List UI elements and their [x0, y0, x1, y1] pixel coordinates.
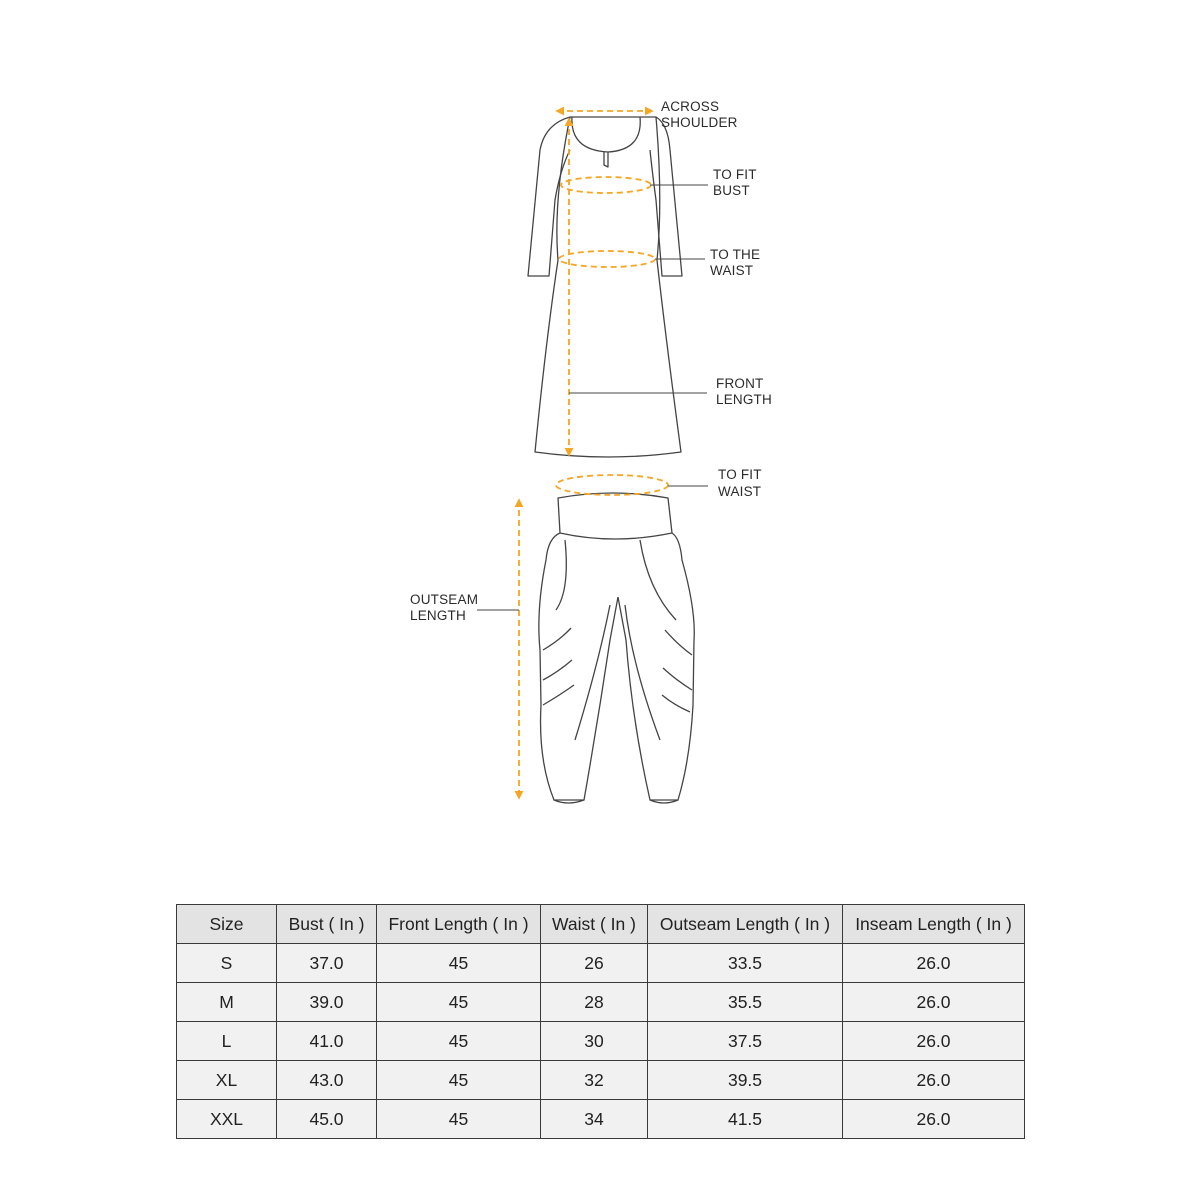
label-front-length: FRONT LENGTH [716, 376, 772, 407]
table-header-row [177, 905, 1025, 944]
cell-size: L [177, 1022, 277, 1061]
table-row [177, 944, 1025, 983]
cell-bust: 45.0 [277, 1100, 377, 1139]
cell-outseam-length: 37.5 [648, 1022, 843, 1061]
cell-front-length: 45 [377, 1061, 541, 1100]
label-to-fit-waist: TO FIT WAIST [718, 467, 762, 499]
header-front-length: Front Length ( In ) [377, 905, 541, 944]
cell-front-length: 45 [377, 1022, 541, 1061]
kurta-outline [528, 117, 682, 457]
cell-inseam-length: 26.0 [843, 1061, 1025, 1100]
cell-size: XXL [177, 1100, 277, 1139]
cell-size: M [177, 983, 277, 1022]
header-inseam-length: Inseam Length ( In ) [843, 905, 1025, 944]
cell-bust: 41.0 [277, 1022, 377, 1061]
table-row [177, 1022, 1025, 1061]
label-to-the-waist: TO THE WAIST [710, 247, 761, 278]
header-bust: Bust ( In ) [277, 905, 377, 944]
header-size: Size [177, 905, 277, 944]
label-across-shoulder: ACROSS SHOULDER [661, 99, 738, 130]
cell-outseam-length: 41.5 [648, 1100, 843, 1139]
header-outseam-length: Outseam Length ( In ) [648, 905, 843, 944]
cell-outseam-length: 33.5 [648, 944, 843, 983]
label-to-fit-bust: TO FIT BUST [713, 167, 757, 198]
cell-front-length: 45 [377, 944, 541, 983]
size-chart-table [176, 904, 1025, 1139]
cell-inseam-length: 26.0 [843, 983, 1025, 1022]
cell-waist: 30 [541, 1022, 648, 1061]
cell-waist: 32 [541, 1061, 648, 1100]
cell-front-length: 45 [377, 1100, 541, 1139]
bust-ellipse [561, 177, 651, 193]
cell-waist: 26 [541, 944, 648, 983]
salwar-outline [539, 493, 694, 803]
table-row [177, 983, 1025, 1022]
cell-waist: 34 [541, 1100, 648, 1139]
cell-bust: 37.0 [277, 944, 377, 983]
cell-inseam-length: 26.0 [843, 1022, 1025, 1061]
cell-bust: 39.0 [277, 983, 377, 1022]
label-outseam-length: OUTSEAM LENGTH [410, 592, 479, 623]
cell-waist: 28 [541, 983, 648, 1022]
waist-ellipse [559, 251, 655, 267]
table-row [177, 1061, 1025, 1100]
cell-inseam-length: 26.0 [843, 1100, 1025, 1139]
cell-size: XL [177, 1061, 277, 1100]
table-row [177, 1100, 1025, 1139]
cell-outseam-length: 35.5 [648, 983, 843, 1022]
cell-inseam-length: 26.0 [843, 944, 1025, 983]
header-waist: Waist ( In ) [541, 905, 648, 944]
cell-front-length: 45 [377, 983, 541, 1022]
cell-outseam-length: 39.5 [648, 1061, 843, 1100]
cell-bust: 43.0 [277, 1061, 377, 1100]
salwar-waist-ellipse [556, 475, 668, 495]
cell-size: S [177, 944, 277, 983]
